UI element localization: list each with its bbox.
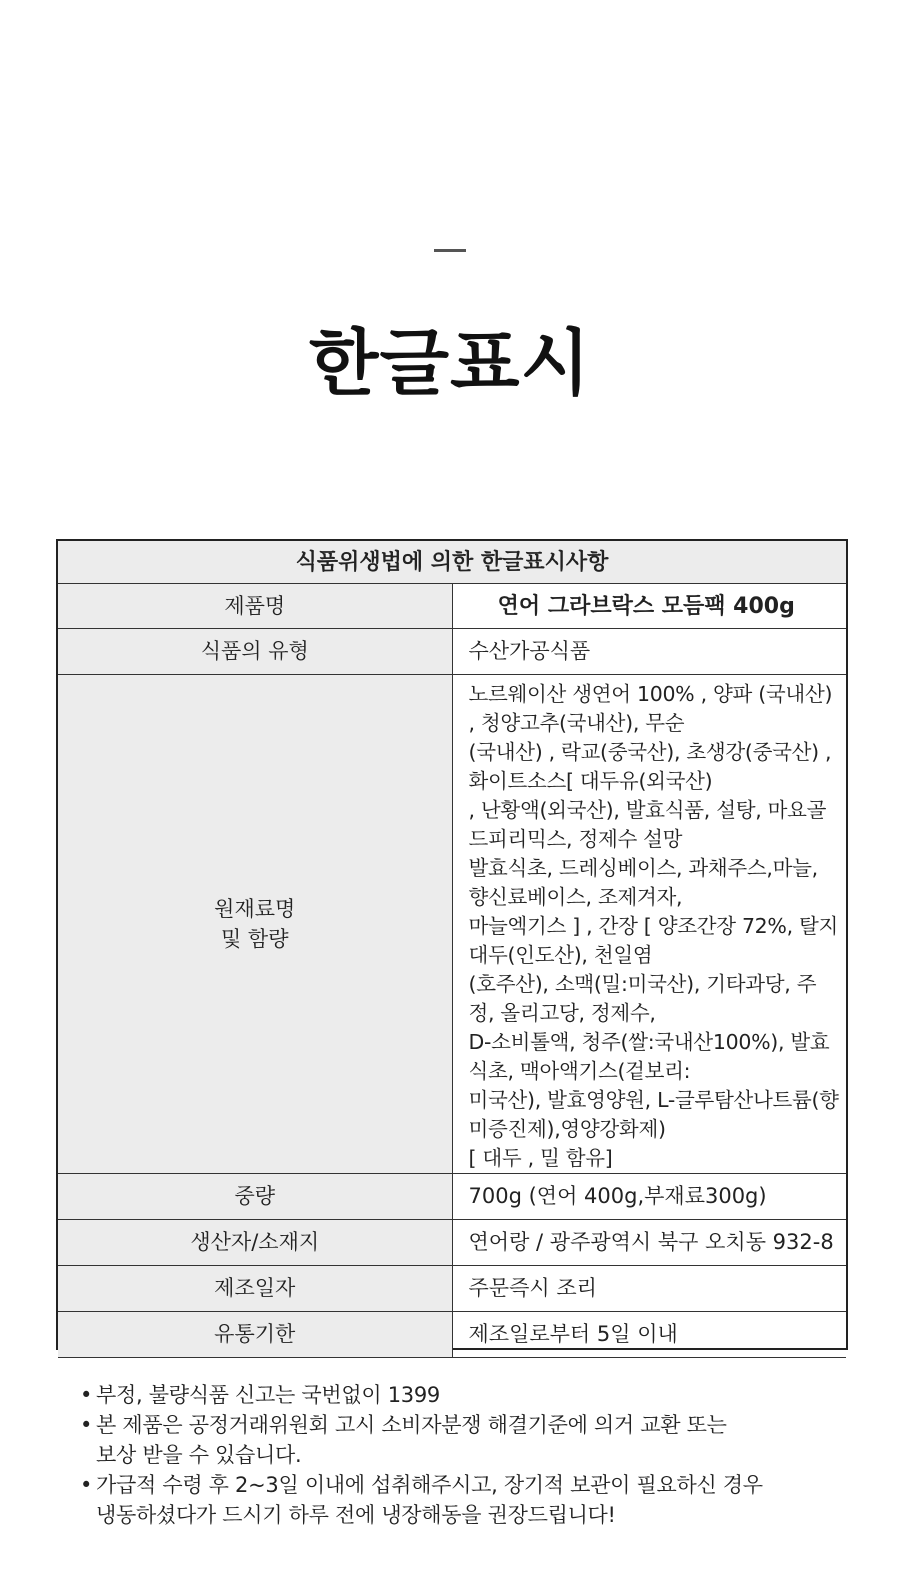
notice-line: 부정, 불량식품 신고는 국번없이 1399 xyxy=(96,1383,440,1407)
ingredients-line: , 난황액(외국산), 발효식품, 설탕, 마요골드피리믹스, 정제수 설망 xyxy=(468,798,827,851)
manufacture-date-value: 주문즉시 조리 xyxy=(452,1266,846,1312)
notice-line: 냉동하셨다가 드시기 하루 전에 냉장해동을 권장드립니다! xyxy=(96,1503,616,1527)
product-name-key: 제품명 xyxy=(58,584,452,629)
manufacture-date-key: 제조일자 xyxy=(58,1266,452,1312)
notice-list xyxy=(58,1358,846,1530)
ingredients-line: 미국산), 발효영양원, L-글루탐산나트륨(향미증진제),영양강화제) xyxy=(468,1088,839,1141)
table-row-weight xyxy=(58,1174,846,1220)
ingredients-line: D-소비톨액, 청주(쌀:국내산100%), 발효식초, 맥아액기스(겉보리: xyxy=(468,1030,830,1083)
ingredients-key xyxy=(58,675,452,1174)
notice-item xyxy=(80,1410,846,1470)
table-row-manufacture-date xyxy=(58,1266,846,1312)
product-name-value: 연어 그라브락스 모듬팩 400g xyxy=(452,584,846,629)
expiry-key: 유통기한 xyxy=(58,1312,452,1358)
notice-item xyxy=(80,1470,846,1530)
producer-key: 생산자/소재지 xyxy=(58,1220,452,1266)
weight-key: 중량 xyxy=(58,1174,452,1220)
table-row-food-type xyxy=(58,629,846,675)
ingredients-line: 노르웨이산 생연어 100% , 양파 (국내산) , 청양고추(국내산), 무순 xyxy=(468,682,833,735)
ingredients-line: (국내산) , 락교(중국산), 초생강(중국산) ,화이트소스[ 대두유(외국산) xyxy=(468,740,832,793)
ingredients-value xyxy=(452,675,846,1174)
bullet-icon: • xyxy=(80,1413,93,1437)
table-row-expiry xyxy=(58,1312,846,1358)
notice-line: 보상 받을 수 있습니다. xyxy=(96,1443,302,1467)
notice-line: 가급적 수령 후 2~3일 이내에 섭취해주시고, 장기적 보관이 필요하신 경우 xyxy=(96,1473,763,1497)
expiry-value: 제조일로부터 5일 이내 xyxy=(452,1312,846,1358)
ingredients-line: 발효식초, 드레싱베이스, 과채주스,마늘, 향신료베이스, 조제겨자, xyxy=(468,856,818,909)
table-row-ingredients xyxy=(58,675,846,1174)
ingredients-key-line: 및 함량 xyxy=(220,927,289,951)
bullet-icon: • xyxy=(80,1383,93,1407)
ingredients-line: (호주산), 소맥(밀:미국산), 기타과당, 주정, 올리고당, 정제수, xyxy=(468,972,817,1025)
food-label-table xyxy=(56,539,848,1527)
weight-value: 700g (연어 400g,부재료300g) xyxy=(452,1174,846,1220)
food-type-value: 수산가공식품 xyxy=(452,629,846,675)
ingredients-key-line: 원재료명 xyxy=(214,897,296,921)
notice-item xyxy=(80,1380,846,1410)
food-type-key: 식품의 유형 xyxy=(58,629,452,675)
ingredients-line: [ 대두 , 밀 함유] xyxy=(468,1146,613,1170)
ingredients-line: 마늘엑기스 ] , 간장 [ 양조간장 72%, 탈지대두(인도산), 천일염 xyxy=(468,914,839,967)
label-header-row xyxy=(58,541,846,584)
table-row-producer xyxy=(58,1220,846,1266)
table-row-product-name xyxy=(58,584,846,629)
producer-value: 연어랑 / 광주광역시 북구 오치동 932-8 xyxy=(452,1220,846,1266)
page-title: 한글표시 xyxy=(308,321,592,405)
bullet-icon: • xyxy=(80,1473,93,1497)
label-header: 식품위생법에 의한 한글표시사항 xyxy=(58,541,846,584)
notice-line: 본 제품은 공정거래위원회 고시 소비자분쟁 해결기준에 의거 교환 또는 xyxy=(96,1413,727,1437)
label-table xyxy=(58,541,846,1358)
title-divider-dash xyxy=(434,249,466,252)
